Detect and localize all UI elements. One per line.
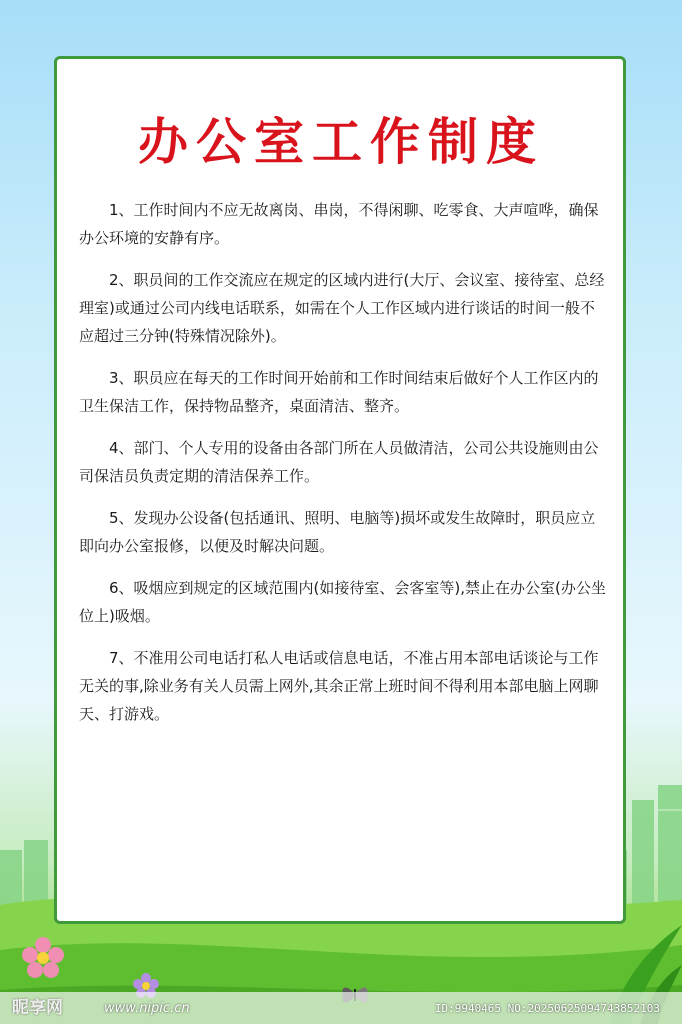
rules-list — [79, 196, 609, 742]
rule-item: 3、职员应在每天的工作时间开始前和工作时间结束后做好个人工作区内的卫生保洁工作，保持物品整齐，桌面清洁、整齐。 — [79, 369, 599, 415]
flower-icon — [20, 935, 66, 981]
rule-item: 2、职员间的工作交流应在规定的区域内进行(大厅、会议室、接待室、总经理室)或通过公司内线电话联系，如需在个人工作区域内进行谈话的时间一般不应超过三分钟(特殊情况除外)。 — [79, 271, 605, 345]
rule-item: 4、部门、个人专用的设备由各部门所在人员做清洁，公司公共设施则由公司保洁员负责定期的清洁保养工作。 — [79, 439, 599, 485]
page-title: 办公室工作制度 — [138, 112, 544, 171]
watermark-id: ID:9940465 NO:20250625094743852103 — [434, 1002, 660, 1015]
watermark-url: www.nipic.cn — [104, 1001, 190, 1016]
rule-item: 5、发现办公设备(包括通讯、照明、电脑等)损坏或发生故障时，职员应立即向办公室报修，以便及时解决问题。 — [79, 509, 596, 555]
rule-item: 7、不准用公司电话打私人电话或信息电话，不准占用本部电话谈论与工作无关的事,除业务有关人员需上网外,其余正常上班时间不得利用本部电脑上网聊天、打游戏。 — [79, 649, 599, 723]
panel-fade — [57, 801, 623, 921]
rule-item: 1、工作时间内不应无故离岗、串岗，不得闲聊、吃零食、大声喧哗，确保办公环境的安静有序。 — [79, 201, 599, 247]
rule-item: 6、吸烟应到规定的区域范围内(如接待室、会客室等),禁止在办公室(办公坐位上)吸烟。 — [79, 579, 606, 625]
watermark-logo: 昵享网 — [12, 998, 63, 1018]
